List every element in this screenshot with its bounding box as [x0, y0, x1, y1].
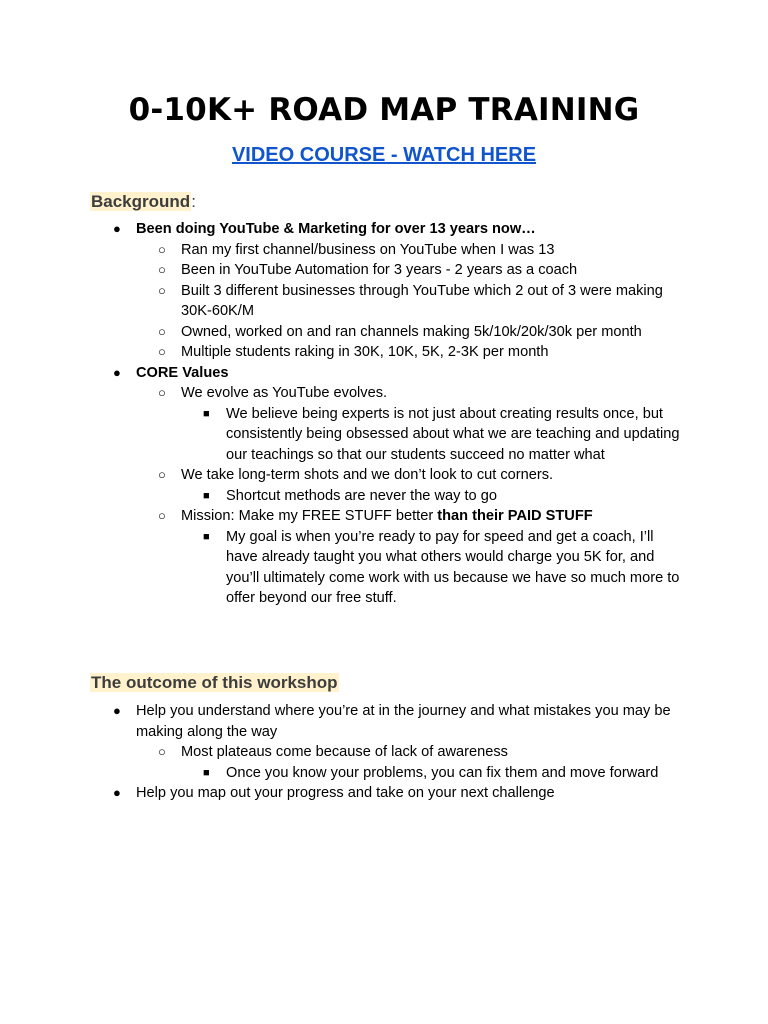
- list-item: [0, 404, 681, 466]
- list-item-text: Multiple students raking in 30K, 10K, 5K, 2-3K per month: [181, 344, 549, 360]
- background-heading-text: Background: [91, 192, 191, 211]
- list-item-text: Help you map out your progress and take on your next challenge: [136, 785, 555, 801]
- video-course-link[interactable]: VIDEO COURSE - WATCH HERE: [231, 144, 537, 166]
- bullet-circle-icon: ○: [158, 282, 166, 298]
- list-item: [0, 506, 681, 527]
- list-item: [0, 240, 681, 261]
- document-title: 0-10K+ ROAD MAP TRAINING: [128, 92, 640, 128]
- list-item: [0, 260, 681, 281]
- background-heading: [90, 192, 196, 212]
- list-item-text: Been doing YouTube & Marketing for over 13 years now…: [136, 221, 536, 237]
- bullet-square-icon: ■: [203, 530, 210, 543]
- list-item: [0, 363, 681, 384]
- outcome-heading: [90, 673, 339, 693]
- list-item-text: Built 3 different businesses through YouTube which 2 out of 3 were making 30K-60K/M: [181, 282, 663, 319]
- list-item-text: CORE Values: [136, 364, 229, 381]
- list-item: [0, 783, 681, 804]
- background-list: [0, 219, 768, 609]
- bullet-dot-icon: ●: [113, 785, 121, 800]
- list-item-text: Been in YouTube Automation for 3 years - 2 years as a coach: [181, 262, 578, 278]
- list-item-text: We believe being experts is not just about creating results once, but consistently being obsessed about what we are teaching and updating our teachings so that our students succeed no matter what: [226, 405, 680, 463]
- bullet-circle-icon: ○: [158, 344, 166, 359]
- list-item-bold-text: than their PAID STUFF: [437, 508, 593, 524]
- list-item: [0, 322, 681, 343]
- bullet-square-icon: ■: [203, 766, 210, 779]
- bullet-circle-icon: ○: [158, 467, 166, 482]
- list-item: [0, 219, 681, 240]
- background-heading-colon: :: [191, 192, 196, 211]
- bullet-dot-icon: ●: [113, 364, 121, 380]
- bullet-circle-icon: ○: [158, 385, 166, 400]
- bullet-dot-icon: ●: [113, 703, 121, 718]
- list-item: [0, 763, 681, 784]
- bullet-square-icon: ■: [203, 407, 210, 420]
- list-item: [0, 486, 681, 507]
- list-item: [0, 281, 681, 322]
- list-item-text: We take long-term shots and we don’t look to cut corners.: [181, 467, 554, 483]
- list-item-text: Ran my first channel/business on YouTube when I was 13: [181, 241, 555, 258]
- bullet-dot-icon: ●: [113, 221, 121, 236]
- bullet-circle-icon: ○: [158, 744, 166, 759]
- list-item-text: My goal is when you’re ready to pay for speed and get a coach, I’ll have already taught you what others would charge you 5K for, and you’ll ultimately come work with us because we have so much more to offer beyond our free stuff.: [226, 528, 680, 606]
- bullet-circle-icon: ○: [158, 241, 166, 257]
- list-item-text: We evolve as YouTube evolves.: [181, 385, 388, 401]
- list-item: [0, 527, 681, 609]
- list-item-text: Help you understand where you’re at in the journey and what mistakes you may be making along the way: [136, 703, 671, 740]
- outcome-list: [0, 701, 768, 804]
- list-item: [0, 383, 681, 404]
- list-item: [0, 465, 681, 486]
- bullet-square-icon: ■: [203, 489, 210, 502]
- list-item-text: Mission: Make my FREE STUFF better: [181, 508, 438, 524]
- bullet-circle-icon: ○: [158, 262, 166, 277]
- list-item-text: Owned, worked on and ran channels making 5k/10k/20k/30k per month: [181, 323, 642, 340]
- list-item: [0, 701, 681, 742]
- list-item-text: Once you know your problems, you can fix them and move forward: [226, 764, 659, 781]
- list-item: [0, 342, 681, 363]
- bullet-circle-icon: ○: [158, 323, 166, 339]
- bullet-circle-icon: ○: [158, 508, 166, 523]
- outcome-heading-text: The outcome of this workshop: [91, 673, 338, 692]
- list-item-text: Most plateaus come because of lack of awareness: [181, 744, 508, 760]
- list-item-text: Shortcut methods are never the way to go: [226, 487, 497, 504]
- list-item: [0, 742, 681, 763]
